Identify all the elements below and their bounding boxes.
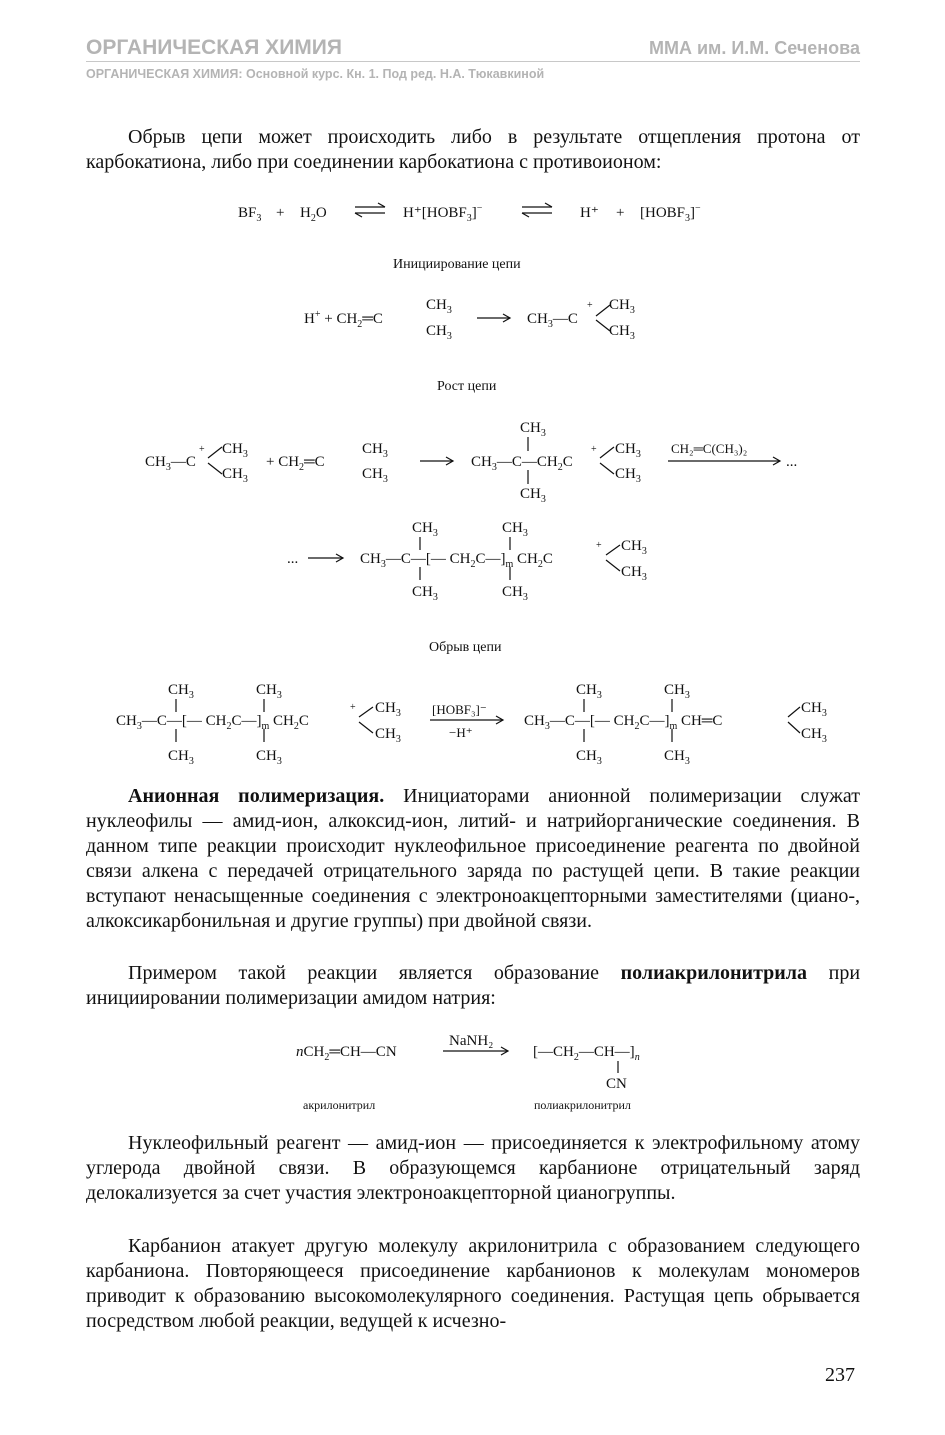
svg-text:CH3—C—[— CH2C—]m CH2C: $CH_3—C—[—$ $CH_2C—]_m$ $CH_2C$ [116,713,309,732]
proton: H⁺ [580,205,599,221]
termination-reaction [116,682,827,767]
svg-text:CH3: $CH_3$ [222,441,248,460]
polyacrylonitrile-formula: $[—CH_2—CH—]_n$ [533,1044,640,1063]
example-text-after: при инициировании полимеризации амидом натрия: [86,962,861,1009]
forward-arrow [308,554,343,562]
svg-text:CH3: $CH_3$ [168,748,194,767]
svg-text:+: + [199,444,205,455]
svg-text:CH3: $CH_3$ [520,420,546,439]
svg-text:CH3—C: $CH_3—C$ [145,454,196,473]
example-paragraph [86,961,860,1011]
intro-text: Обрыв цепи может происходить либо в результате отщепления протона от карбокатиона, либо при соединении карбокатиона с противоионом: [86,126,860,173]
stage-growth-label: Рост цепи [437,379,497,394]
svg-text:CH3: $CH_3$ [412,520,438,539]
svg-text:+: + [596,540,602,551]
svg-text:CH3: $CH_3$ [520,486,546,505]
cationic-polymerization-scheme [0,190,945,780]
acrylonitrile-formula: nCH$_2$═CH—CN [296,1044,397,1063]
svg-text:CN: CN [606,1076,627,1092]
svg-text:CH3: $CH_3$ [362,466,388,485]
forward-arrow [420,457,453,465]
svg-text:CH3—C: $CH_3—C$ [527,311,578,330]
header-title: ОРГАНИЧЕСКАЯ ХИМИЯ [86,36,342,59]
running-header [86,36,860,64]
nucleophile-paragraph [86,1131,860,1206]
svg-text:CH3: $CH_3$ [621,564,647,583]
stage-initiation-label: Инициирование цепи [393,257,521,272]
monomer-over-arrow: CH₂═C(CH₃)₂ [671,441,748,456]
svg-text:CH3: $CH_3$ [168,682,194,701]
svg-text:CH3: $CH_3$ [426,323,452,342]
svg-text:+: + [587,300,593,311]
svg-text:CH3: $CH_3$ [615,441,641,460]
svg-text:CH3: $CH_3$ [256,682,282,701]
water-formula: $H_2O$ [300,205,327,224]
svg-text:+: + [591,444,597,455]
svg-text:CH3: $CH_3$ [609,323,635,342]
svg-text:CH3—C—CH2C: $CH_3—C—CH_2C$ [471,454,573,473]
svg-text:CH3: $CH_3$ [664,682,690,701]
reagent-nanh2: NaNH₂ [449,1033,494,1049]
svg-text:CH3: $CH_3$ [502,520,528,539]
label-polyacrylonitrile: полиакрилонитрил [534,1098,631,1112]
anionic-text: Инициаторами анионной полимеризации служат нуклеофилы — амид-ион, алкоксид-ион, литий- и натрийорганические соединения. В данном типе реакции происходит нуклеофильное присоединение реагента по двойной связи алкена с передачей отрицательного заряда по растущей цепи. В такие реакции вступают ненасыщенные соединения с электроноакцепторными заместителями (циано-, алкоксикарбонильная и другие группы) при двойной связи. [86,785,860,932]
svg-text:CH3: $CH_3$ [412,584,438,603]
svg-text:CH3: $CH_3$ [576,682,602,701]
stage-termination-label: Обрыв цепи [429,640,502,655]
header-publisher: ММА им. И.М. Сеченова [648,38,860,58]
svg-text:CH3: $CH_3$ [609,297,635,316]
svg-text:CH3: $CH_3$ [664,748,690,767]
svg-text:CH3: $CH_3$ [621,538,647,557]
header-subtitle: ОРГАНИЧЕСКАЯ ХИМИЯ: Основной курс. Кн. 1. Под ред. Н.А. Тюкавкиной [86,67,545,81]
acrylonitrile-polymerization-scheme [0,1010,945,1125]
growing-chain [287,520,647,603]
bf3-formula: $BF_3$ [238,205,262,224]
polyacrylonitrile-term: полиакрилонитрила [620,962,808,984]
equilibrium-reaction [238,203,701,224]
svg-text:CH3: $CH_3$ [502,584,528,603]
initiation-reaction [304,297,635,342]
svg-text:CH3—C—[— CH2C—]m CH2C: $CH_3—C—[—$ $CH_2C—]_m$ $CH_2C$ [360,551,553,570]
forward-arrow [668,457,780,465]
svg-text:H+ + CH2═C: $H^+ + CH_2═C$ [304,309,383,330]
svg-text:CH3: $CH_3$ [256,748,282,767]
svg-text:CH3: $CH_3$ [222,466,248,485]
anionic-paragraph [86,784,860,934]
carbanion-text: Карбанион атакует другую молекулу акрилонитрила с образованием следующего карбаниона. Повторяющееся присоединение карбанионов к молекулам мономеров приводит к образованию высокомолекулярного соединения. Растущая цепь обрывается посредством любой реакции, ведущей к исчезно- [86,1235,860,1332]
nucleophile-text: Нуклеофильный реагент — амид-ион — присоединяется к электрофильному атому углерода двойной связи. В образующемся карбанионе отрицательный заряд делокализуется за счет участия электроноакцепторной цианогруппы. [86,1132,860,1204]
example-text-before: Примером такой реакции является образование [128,962,600,984]
equilibrium-arrow [355,203,385,217]
growth-reaction [145,420,797,505]
svg-text:CH3: $CH_3$ [576,748,602,767]
svg-text:CH3—C—[— CH2C—]m CH═C: $CH_3—C—[—$ $CH_2C—]_m$ CH═C [524,713,723,732]
svg-text:...: ... [287,551,299,567]
carbanion-paragraph [86,1234,860,1334]
svg-text:+: + [276,205,285,221]
equilibrium-arrow-2 [522,203,552,217]
svg-text:CH3: $CH_3$ [426,297,452,316]
svg-text:+: + [350,702,356,713]
hobf3-anion: $[HOBF_3]^-$ [640,203,701,224]
svg-text:CH3: $CH_3$ [801,726,827,745]
svg-text:...: ... [786,454,798,470]
svg-text:CH3: $CH_3$ [375,726,401,745]
reagent-over-arrow: [HOBF₃]⁻ [432,702,487,717]
forward-arrow [477,314,510,322]
svg-text:+ CH2═C: + $CH_2═C$ [266,454,325,473]
oxonium-complex: $H^+[HOBF_3]^-$ [403,203,483,224]
svg-text:CH3: $CH_3$ [801,700,827,719]
label-acrylonitrile: акрилонитрил [303,1098,376,1112]
intro-paragraph [86,125,860,175]
svg-text:+: + [616,205,625,221]
forward-arrow [430,716,503,724]
svg-text:CH3: $CH_3$ [375,700,401,719]
reagent-under-arrow: −H⁺ [449,725,473,740]
page-number: 237 [825,1364,855,1386]
svg-text:CH3: $CH_3$ [615,466,641,485]
header-divider [86,61,860,62]
anionic-heading: Анионная полимеризация. [128,785,385,807]
svg-text:CH3: $CH_3$ [362,441,388,460]
